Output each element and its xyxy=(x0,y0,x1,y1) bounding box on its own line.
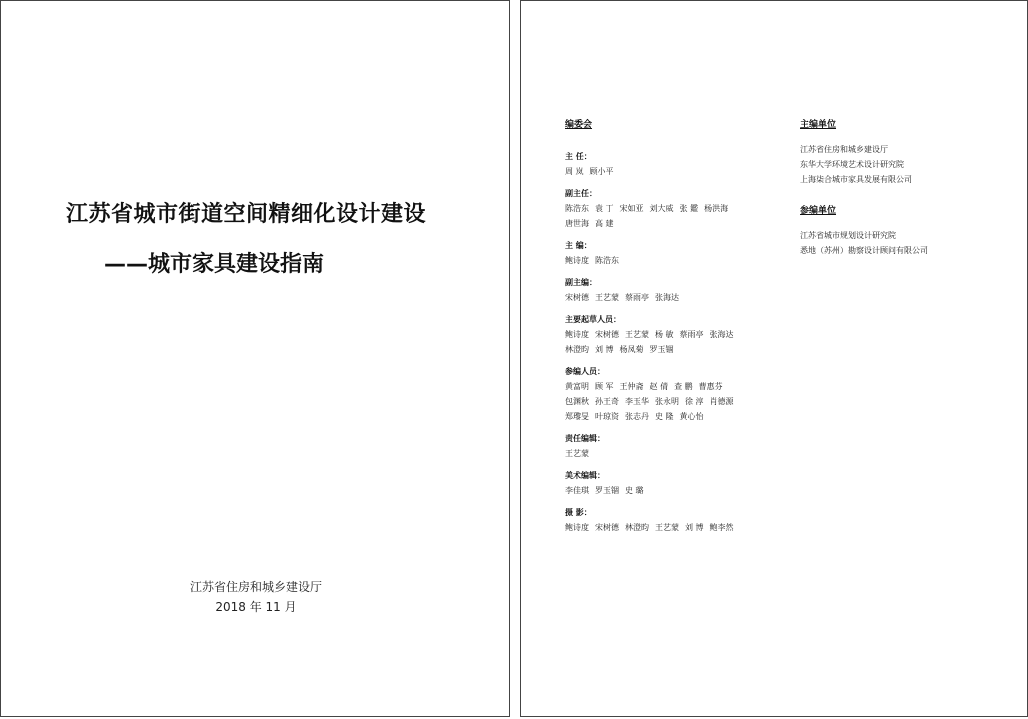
person-name: 陈浩东 xyxy=(595,256,619,265)
person-name: 林澄昀 xyxy=(565,345,589,354)
person-name: 宋树德 xyxy=(565,293,589,302)
person-name: 曹惠芬 xyxy=(698,382,723,391)
role-title: 摄 影： xyxy=(565,508,592,517)
person-name: 高 建 xyxy=(595,219,614,228)
document-subtitle: ——城市家具建设指南 xyxy=(104,252,325,277)
unit-name: 悉地（苏州）勘察设计顾问有限公司 xyxy=(800,246,928,255)
roles-list xyxy=(565,149,805,535)
person-name: 杨洪海 xyxy=(704,204,729,213)
person-name: 王艺蒙 xyxy=(625,330,649,339)
role-title: 主要起草人员： xyxy=(565,315,621,324)
person-name: 罗玉锢 xyxy=(649,345,674,354)
names-line xyxy=(565,483,805,498)
person-name: 郑瓈旻 xyxy=(565,412,589,421)
person-name: 宋树德 xyxy=(595,330,619,339)
person-name: 张志丹 xyxy=(625,412,649,421)
person-name: 刘大威 xyxy=(649,204,674,213)
person-name: 张海达 xyxy=(655,293,679,302)
person-name: 顾小平 xyxy=(589,167,614,176)
names-line xyxy=(565,394,805,409)
participating-units-heading: 参编单位 xyxy=(800,206,837,216)
person-name: 史 璐 xyxy=(625,486,644,495)
person-name: 李佳琪 xyxy=(565,486,589,495)
committee-column xyxy=(565,117,805,535)
person-name: 鲍诗度 xyxy=(565,330,589,339)
credits-page xyxy=(520,0,1028,717)
names-line xyxy=(565,290,805,305)
names-line xyxy=(565,342,805,357)
person-name: 杨凤菊 xyxy=(619,345,644,354)
person-name: 包渊秋 xyxy=(565,397,589,406)
person-name: 宋树德 xyxy=(595,523,619,532)
person-name: 刘 博 xyxy=(595,345,614,354)
chief-units-block xyxy=(800,117,1000,187)
names-line xyxy=(565,520,805,535)
names-line xyxy=(565,253,805,268)
person-name: 鲍诗度 xyxy=(565,256,589,265)
role-title: 美术编辑： xyxy=(565,471,605,480)
person-name: 史 隆 xyxy=(655,412,674,421)
participating-units-list xyxy=(800,228,1000,258)
person-name: 黄心怡 xyxy=(679,412,704,421)
chief-units-heading: 主编单位 xyxy=(800,120,837,130)
chief-units-list xyxy=(800,142,1000,187)
person-name: 徐 淳 xyxy=(685,397,704,406)
document-title: 江苏省城市街道空间精细化设计建设 xyxy=(66,202,427,227)
role-title: 主 任： xyxy=(565,152,592,161)
person-name: 张 鑑 xyxy=(679,204,699,213)
person-name: 张永明 xyxy=(655,397,679,406)
person-name: 宋如亚 xyxy=(619,204,644,213)
unit-name: 江苏省住房和城乡建设厅 xyxy=(800,145,888,154)
names-line xyxy=(565,446,805,461)
role-title: 副主编： xyxy=(565,278,597,287)
person-name: 肖德源 xyxy=(709,397,734,406)
committee-heading: 编委会 xyxy=(565,120,593,130)
names-line xyxy=(565,327,805,342)
person-name: 张海达 xyxy=(709,330,734,339)
person-name: 陈浩东 xyxy=(565,204,589,213)
person-name: 王仲斋 xyxy=(619,382,644,391)
unit-name: 江苏省城市规划设计研究院 xyxy=(800,231,896,240)
names-line xyxy=(565,216,805,231)
names-line xyxy=(565,409,805,424)
person-name: 刘 博 xyxy=(685,523,704,532)
person-name: 王艺蒙 xyxy=(655,523,679,532)
person-name: 蔡雨亭 xyxy=(679,330,704,339)
names-line xyxy=(565,201,805,216)
person-name: 唐世海 xyxy=(565,219,589,228)
person-name: 周 岚 xyxy=(565,167,584,176)
person-name: 蔡雨亭 xyxy=(625,293,649,302)
person-name: 黄富明 xyxy=(565,382,589,391)
person-name: 鲍李然 xyxy=(709,523,734,532)
person-name: 顾 军 xyxy=(595,382,614,391)
role-title: 副主任： xyxy=(565,189,597,198)
person-name: 叶琼资 xyxy=(595,412,619,421)
person-name: 王艺蒙 xyxy=(595,293,619,302)
person-name: 林澄昀 xyxy=(625,523,649,532)
person-name: 查 鹏 xyxy=(674,382,693,391)
publisher-name: 江苏省住房和城乡建设厅 xyxy=(189,580,322,594)
units-column xyxy=(800,117,1000,274)
role-title: 参编人员： xyxy=(565,367,605,376)
role-title: 主 编： xyxy=(565,241,592,250)
person-name: 赵 倩 xyxy=(649,382,669,391)
participating-units-block xyxy=(800,203,1000,258)
person-name: 王艺蒙 xyxy=(565,449,589,458)
person-name: 鲍诗度 xyxy=(565,523,589,532)
unit-name: 上海柒合城市家具发展有限公司 xyxy=(800,175,912,184)
unit-name: 东华大学环境艺术设计研究院 xyxy=(800,160,904,169)
role-title: 责任编辑： xyxy=(565,434,605,443)
person-name: 袁 丁 xyxy=(595,204,614,213)
person-name: 孙王奇 xyxy=(595,397,619,406)
person-name: 李玉华 xyxy=(625,397,649,406)
names-line xyxy=(565,379,805,394)
person-name: 罗玉锢 xyxy=(595,486,619,495)
names-line xyxy=(565,164,805,179)
person-name: 杨 敏 xyxy=(655,330,674,339)
publish-date: 2018 年 11 月 xyxy=(215,600,297,614)
cover-page xyxy=(0,0,510,717)
